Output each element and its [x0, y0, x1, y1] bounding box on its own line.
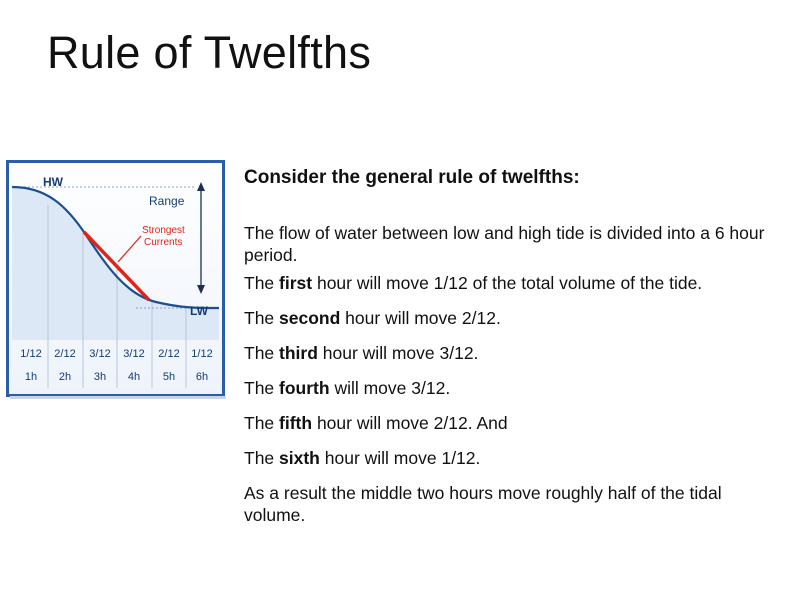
hour-line-text: hour will move 1/12.	[319, 448, 481, 468]
hour-ordinal: second	[279, 308, 341, 328]
fraction-label: 3/12	[123, 348, 145, 360]
hour-label: 6h	[195, 371, 209, 383]
fraction-label: 2/12	[158, 348, 180, 360]
intro-paragraph: The flow of water between low and high tide is divided into a 6 hour period.	[244, 223, 765, 265]
hour-ordinal: fourth	[279, 378, 330, 398]
conclusion-paragraph: As a result the middle two hours move roughly half of the tidal volume.	[244, 483, 722, 525]
range-label: Range	[149, 194, 185, 208]
hour-line-6	[244, 447, 784, 469]
tide-diagram	[6, 160, 228, 400]
hour-line-text: hour will move 1/12 of the total volume of the tide.	[312, 273, 703, 293]
hour-line-text: The	[244, 378, 280, 398]
hour-line-2	[244, 307, 784, 329]
strongest-label-line2: Currents	[144, 237, 183, 248]
fraction-label: 1/12	[191, 348, 213, 360]
fraction-label: 3/12	[89, 348, 111, 360]
hour-line-text: The	[244, 308, 280, 328]
hw-label: HW	[43, 175, 63, 189]
hour-line-5	[244, 412, 784, 434]
strongest-label-line1: Strongest	[142, 225, 185, 236]
hour-line-text: The	[244, 343, 280, 363]
hour-ordinal: first	[279, 273, 313, 293]
hour-line-text: will move 3/12.	[329, 378, 451, 398]
fraction-label: 2/12	[54, 348, 76, 360]
hour-line-text: hour will move 2/12. And	[312, 413, 508, 433]
hour-ordinal: sixth	[279, 448, 320, 468]
lw-label: LW	[190, 304, 208, 318]
hour-line-4	[244, 377, 784, 399]
hour-line-text: The	[244, 413, 280, 433]
content-heading: Consider the general rule of twelfths:	[244, 167, 580, 188]
hour-line-3	[244, 342, 784, 364]
hour-line-text: The	[244, 273, 280, 293]
fraction-label: 1/12	[20, 348, 42, 360]
hour-label: 3h	[93, 371, 107, 383]
hour-label: 1h	[24, 371, 38, 383]
hour-label: 4h	[127, 371, 141, 383]
hour-line-text: The	[244, 448, 280, 468]
hour-label: 5h	[162, 371, 176, 383]
hour-line-text: hour will move 3/12.	[317, 343, 479, 363]
hour-line-1	[244, 272, 784, 294]
content-block	[244, 166, 784, 539]
slide-title: Rule of Twelfths	[47, 27, 372, 78]
hour-label: 2h	[58, 371, 72, 383]
hour-ordinal: third	[279, 343, 318, 363]
hour-ordinal: fifth	[279, 413, 313, 433]
hour-line-text: hour will move 2/12.	[340, 308, 501, 328]
